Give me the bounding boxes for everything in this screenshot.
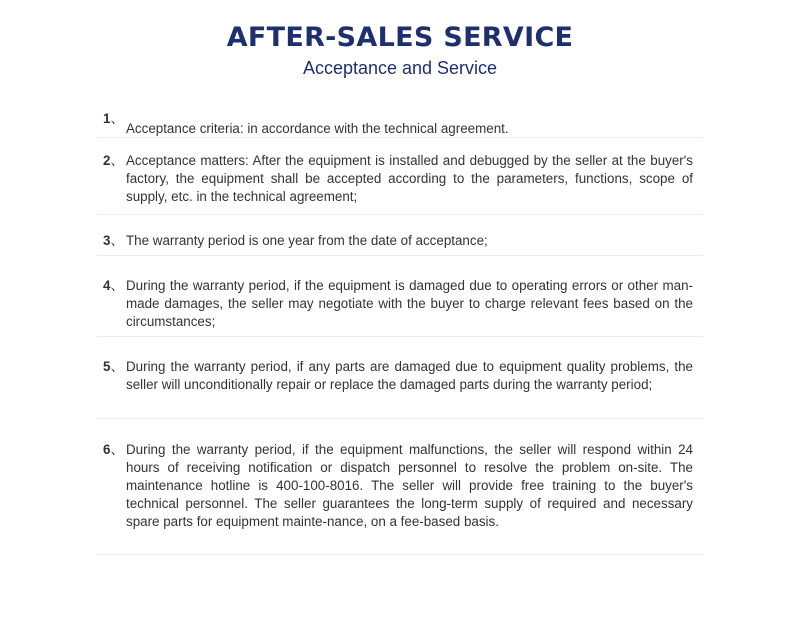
page-header bbox=[0, 20, 800, 80]
service-terms-list bbox=[97, 100, 703, 555]
list-item bbox=[97, 138, 703, 215]
list-item bbox=[97, 215, 703, 256]
item-number: 4、 bbox=[103, 278, 124, 293]
item-number: 3、 bbox=[103, 233, 124, 248]
page-subtitle: Acceptance and Service bbox=[302, 58, 498, 78]
item-text: Acceptance matters: After the equipment is installed and debugged by the seller at the buyer's factory, the equipment shall be accepted according to the parameters, functions, scope of supply, etc. in the technical agreement; bbox=[126, 153, 693, 204]
item-text: During the warranty period, if the equipment malfunctions, the seller will respond within 24 hours of receiving notification or dispatch personnel to resolve the problem on-site. The maintenance hotline is 400-100-8016. The seller will provide free training to the buyer's technical personnel. The seller guarantees the long-term supply of required and necessary spare parts for equipment mainte-nance, on a fee-based basis. bbox=[126, 442, 693, 529]
item-text: The warranty period is one year from the date of acceptance; bbox=[126, 233, 488, 248]
item-text: During the warranty period, if any parts are damaged due to equipment quality problems, the seller will unconditionally repair or replace the damaged parts during the warranty period; bbox=[126, 359, 693, 392]
item-number: 1、 bbox=[103, 111, 124, 126]
item-text: During the warranty period, if the equipment is damaged due to operating errors or other man-made damages, the seller may negotiate with the buyer to charge relevant fees based on the circumstances; bbox=[126, 278, 693, 329]
list-item bbox=[97, 256, 703, 337]
item-number: 5、 bbox=[103, 359, 124, 374]
page-title: AFTER-SALES SERVICE bbox=[226, 22, 574, 53]
item-number: 2、 bbox=[103, 153, 124, 168]
list-item bbox=[97, 100, 703, 138]
list-item bbox=[97, 337, 703, 419]
item-number: 6、 bbox=[103, 442, 124, 457]
item-text: Acceptance criteria: in accordance with the technical agreement. bbox=[126, 121, 509, 136]
list-item bbox=[97, 419, 703, 555]
